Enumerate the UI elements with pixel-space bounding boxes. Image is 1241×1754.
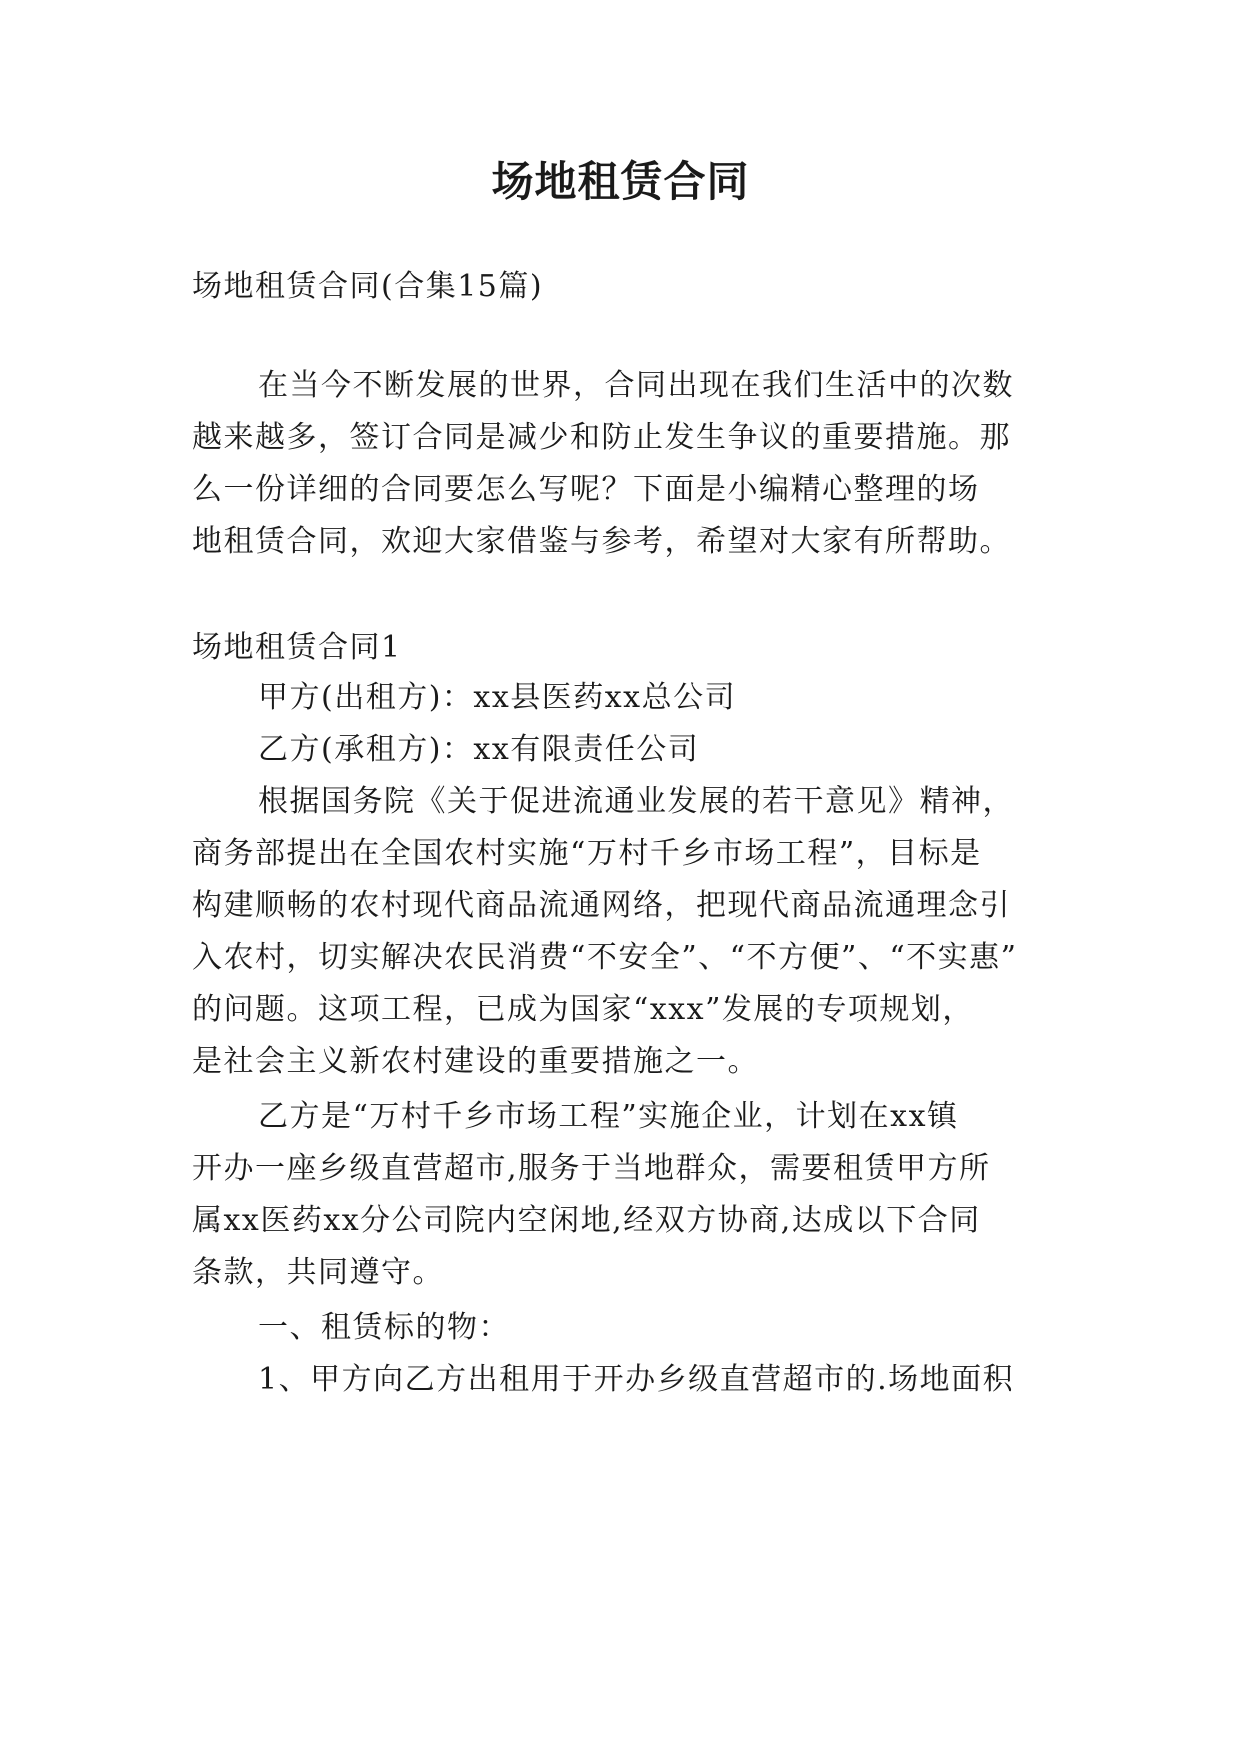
para2-line-3: 属xx医药xx分公司院内空闲地,经双方协商,达成以下合同 <box>192 1203 981 1238</box>
para1-line-5: 的问题。这项工程，已成为国家“xxx”发展的专项规划， <box>192 992 974 1027</box>
para1-line-2: 商务部提出在全国农村实施“万村千乡市场工程”，目标是 <box>192 836 982 871</box>
party-a: 甲方(出租方)：xx县医药xx总公司 <box>258 680 737 715</box>
para1-line-3: 构建顺畅的农村现代商品流通网络，把现代商品流通理念引 <box>192 888 1011 923</box>
clause-1: 1、甲方向乙方出租用于开办乡级直营超市的.场地面积 <box>258 1362 1015 1397</box>
intro-line-4: 地租赁合同，欢迎大家借鉴与参考，希望对大家有所帮助。 <box>192 524 1011 559</box>
clause-heading: 一、租赁标的物： <box>258 1310 510 1345</box>
intro-line-1: 在当今不断发展的世界，合同出现在我们生活中的次数 <box>258 368 1014 403</box>
document-title: 场地租赁合同 <box>491 157 750 206</box>
document-subtitle: 场地租赁合同(合集15篇) <box>192 269 544 304</box>
intro-line-3: 么一份详细的合同要怎么写呢？下面是小编精心整理的场 <box>192 472 980 507</box>
para1-line-4: 入农村，切实解决农民消费“不安全”、“不方便”、“不实惠” <box>192 940 1018 975</box>
party-b: 乙方(承租方)：xx有限责任公司 <box>258 732 700 767</box>
para2-line-4: 条款，共同遵守。 <box>192 1255 444 1290</box>
para2-line-2: 开办一座乡级直营超市,服务于当地群众，需要租赁甲方所 <box>192 1151 991 1186</box>
para2-line-1: 乙方是“万村千乡市场工程”实施企业，计划在xx镇 <box>258 1099 959 1134</box>
para1-line-1: 根据国务院《关于促进流通业发展的若干意见》精神， <box>258 784 1014 819</box>
para1-line-6: 是社会主义新农村建设的重要措施之一。 <box>192 1044 759 1079</box>
section-heading: 场地租赁合同1 <box>192 630 402 665</box>
intro-line-2: 越来越多，签订合同是减少和防止发生争议的重要措施。那 <box>192 420 1011 455</box>
